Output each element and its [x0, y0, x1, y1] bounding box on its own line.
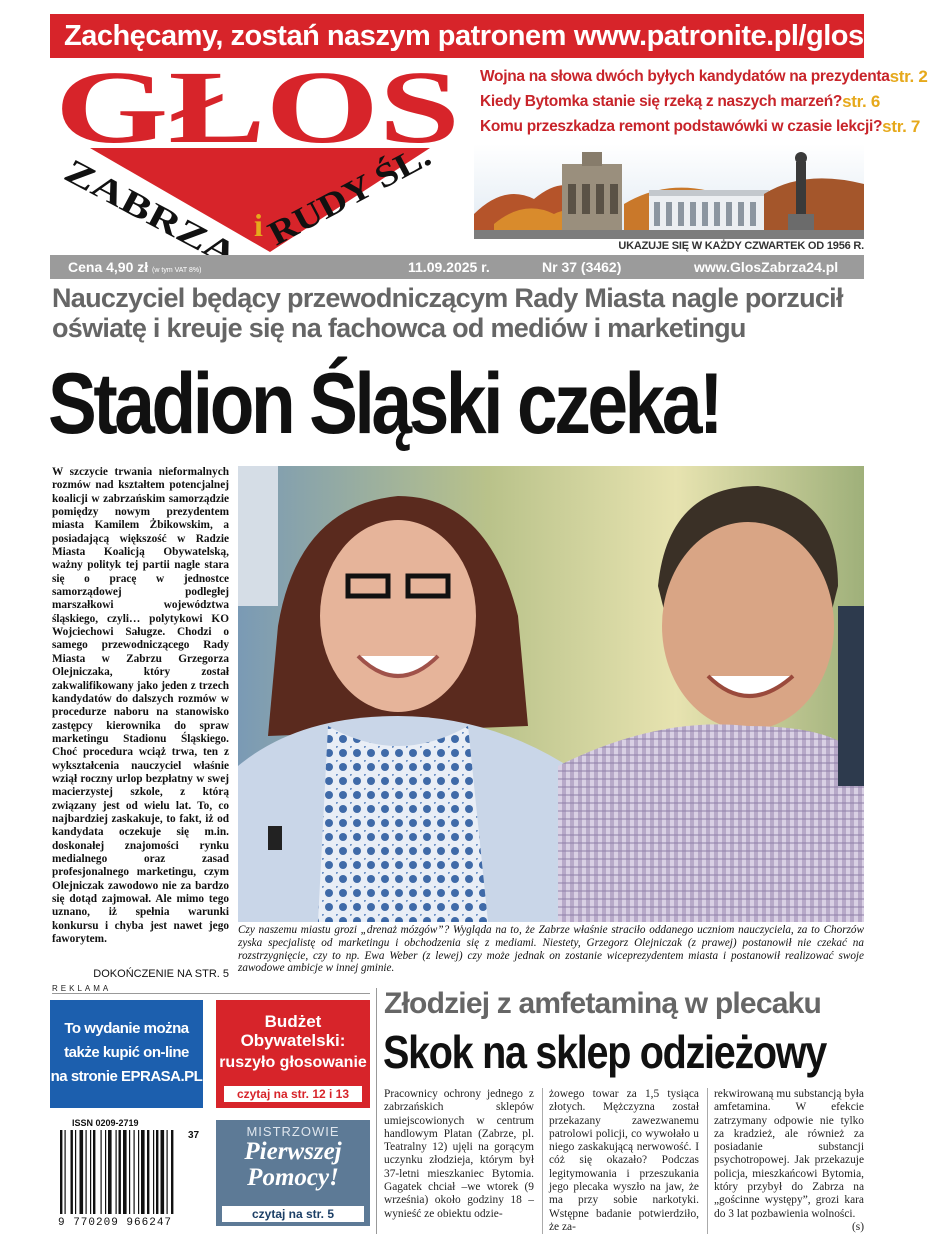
- logo-conj: i: [254, 207, 263, 243]
- barcode-issue: 37: [188, 1130, 200, 1141]
- first-aid-ad[interactable]: MISTRZOWIE Pierwszej Pomocy! czytaj na str. 5: [216, 1120, 370, 1226]
- continued-note[interactable]: DOKOŃCZENIE NA STR. 5: [93, 968, 229, 980]
- info-bar: [50, 255, 864, 279]
- patron-url[interactable]: www.patronite.pl/gloszabrza: [573, 20, 951, 52]
- barcode-bar: [153, 1130, 154, 1214]
- barcode-bar: [108, 1130, 112, 1214]
- barcode-bar: [101, 1130, 102, 1214]
- barcode-bar: [71, 1130, 73, 1214]
- barcode-image: [58, 1130, 206, 1214]
- barcode-bar: [90, 1130, 91, 1214]
- barcode-bar: [171, 1130, 173, 1214]
- masthead-logo: [50, 50, 470, 260]
- teaser-list: [480, 64, 928, 139]
- issn-number: ISSN 0209-2719: [72, 1118, 139, 1128]
- price: Cena 4,90 zł (w tym VAT 8%): [68, 259, 202, 275]
- barcode-bar: [60, 1130, 62, 1214]
- barcode-bar: [167, 1130, 168, 1214]
- barcode-bar: [75, 1130, 76, 1214]
- issue-date: 11.09.2025 r.: [408, 259, 490, 275]
- main-headline[interactable]: Stadion Śląski czeka!: [48, 356, 721, 452]
- ad-label: REKLAMA: [52, 984, 112, 993]
- barcode-bar: [129, 1130, 130, 1214]
- logo-sub2: RUDY ŚL.: [262, 147, 418, 254]
- lead-article: W szczycie trwania nieformalnych rozmów nad kształtem potencjalnej koalicji w zabrzańskim samorządzie pomiędzy nowym prezydentem miasta Kamilem Żbikowskim, a posiadającą większość w Radzie Miasta Koalicją Obywatelską, ważny polityk tej partii nagle stara się o pracę w jednostce samorządowej podległej marszałkowi województwa śląskiego, czyli… polytykowi KO Wojciechowi Saługze. Chodzi o samego przewodniczącego Rady Miasta w Zabrzu Grzegorza Olejniczaka, który został zakwalifikowany jako jeden z trzech kandydatów do dalszych rozmów w procedurze naboru na stanowisko zastępcy kierownika do spraw marketingu Stadionu Śląskiego. Choć procedura wciąż trwa, ten z wykształcenia nauczyciel właśnie wziął roczny urlop bezpłatny w swej macierzystej szkole, z którą związany jest od wielu lat. To, co najbardziej zaskakuje, to fakt, iż od kandydata oczekuje się m.in. doskonałej znajomości rynku medialnego oraz zasad profesjonalnego marketingu, czym Olejniczak zawodowo nie za bardzo się dotąd zajmował. Ale mimo tego uznano, iż spełnia warunki konkursu i chyba jest nawet jego faworytem.: [52, 466, 229, 946]
- story2-kicker: Złodziej z amfetaminą w plecaku: [384, 987, 821, 1020]
- teaser-item[interactable]: Wojna na słowa dwóch byłych kandydatów na prezydenta str. 2: [480, 67, 928, 86]
- teaser-item[interactable]: Kiedy Bytomka stanie się rzeką z naszych marzeń? str. 6: [480, 92, 880, 111]
- barcode-bar: [65, 1130, 66, 1214]
- patron-text: Zachęcamy, zostań naszym patronem: [64, 20, 566, 52]
- main-kicker: Nauczyciel będący przewodniczącym Rady Miasta nagle porzucił oświatę i kreuje się na fachowca od mediów i marketingu: [52, 283, 843, 343]
- barcode-bar: [134, 1130, 135, 1214]
- barcode-bar: [123, 1130, 127, 1214]
- teaser-item[interactable]: Komu przeszkadza remont podstawówki w czasie lekcji? str. 7: [480, 117, 921, 136]
- barcode-bar: [138, 1130, 139, 1214]
- story2-headline[interactable]: Skok na sklep odzieżowy: [383, 1026, 827, 1078]
- divider: [52, 993, 370, 994]
- barcode-bar: [93, 1130, 95, 1214]
- story2-col1: Pracownicy ochrony jednego z zabrzańskich sklepów umiejscowionych w centrum handlowym Platan (Zabrze, pl. Teatralny 12) ujęli na gorącym uczynku złodzieja, którym był 37-letni mieszkaniec Bytomia. Gagatek chciał –we wtorek (9 września) około godziny 18 – wynieść ze obiektu odzie-: [384, 1088, 534, 1220]
- story2-body: [384, 1088, 864, 1234]
- issue-number: Nr 37 (3462): [542, 259, 622, 275]
- frequency-note: UKAZUJE SIĘ W KAŻDY CZWARTEK OD 1956 R.: [618, 240, 864, 252]
- barcode-bar: [161, 1130, 165, 1214]
- budget-ad[interactable]: Budżet Obywatelski: ruszyło głosowanie czytaj na str. 12 i 13: [216, 1000, 370, 1108]
- barcode-bar: [86, 1130, 87, 1214]
- barcode-bar: [116, 1130, 117, 1214]
- story2-col2: żowego towar za 1,5 tysiąca złotych. Mężczyzna został przekazany zawezwanemu patrolowi policji, co wywołało u niego zaskakującą nerwowość. I cóż się okazało? Podczas legitymowania i przeszukania jego plecaka wyszło na jaw, że ma przy sobie narkotyki. Wstępne badanie potwierdziło, że za-: [542, 1088, 699, 1234]
- barcode-digits: 9 770209 966247: [58, 1217, 173, 1229]
- logo-title: GŁOS: [55, 50, 460, 165]
- website-link[interactable]: www.GlosZabrza24.pl: [694, 259, 839, 275]
- main-photo: [238, 466, 864, 922]
- story2-col3: rekwirowaną mu substancją była amfetamina. W efekcie zatrzymany odpowie nie tylko za kradzież, ale również za posiadanie substancji psychotropowej. Jak przekazuje policja, mieszkańcowi Bytomia, który przybył do Zabrza na „gościnne występy”, grozi kara do 3 lat pozbawienia wolności. (s): [707, 1088, 864, 1234]
- barcode-bar: [156, 1130, 158, 1214]
- city-skyline-image: [474, 144, 864, 239]
- photo-caption: Czy naszemu miastu grozi „drenaż mózgów”? Wygląda na to, że Zabrze właśnie straciło oddanego uczniom nauczyciela, za to Chorzów zyska specjalistę od marketingu i obchodzenia się z mediami. Niestety, Grzegorz Olejniczak (z prawej) postanowił nie czekać na rozstrzygnięcie, czy to np. Ewa Weber (z lewej) czy może jednak on zostanie wiceprezydentem miasta i postanowił realizować swoje zawodowe ambicje w innej gminie.: [238, 924, 864, 975]
- barcode-bar: [147, 1130, 149, 1214]
- barcode-bar: [141, 1130, 145, 1214]
- barcode-bar: [105, 1130, 106, 1214]
- barcode-bar: [119, 1130, 121, 1214]
- barcode-bar: [80, 1130, 84, 1214]
- logo-sub1: ZABRZA: [58, 152, 201, 252]
- divider: [376, 988, 377, 1234]
- eprasa-ad[interactable]: To wydanie można także kupić on-line na stronie EPRASA.PL: [50, 1000, 203, 1108]
